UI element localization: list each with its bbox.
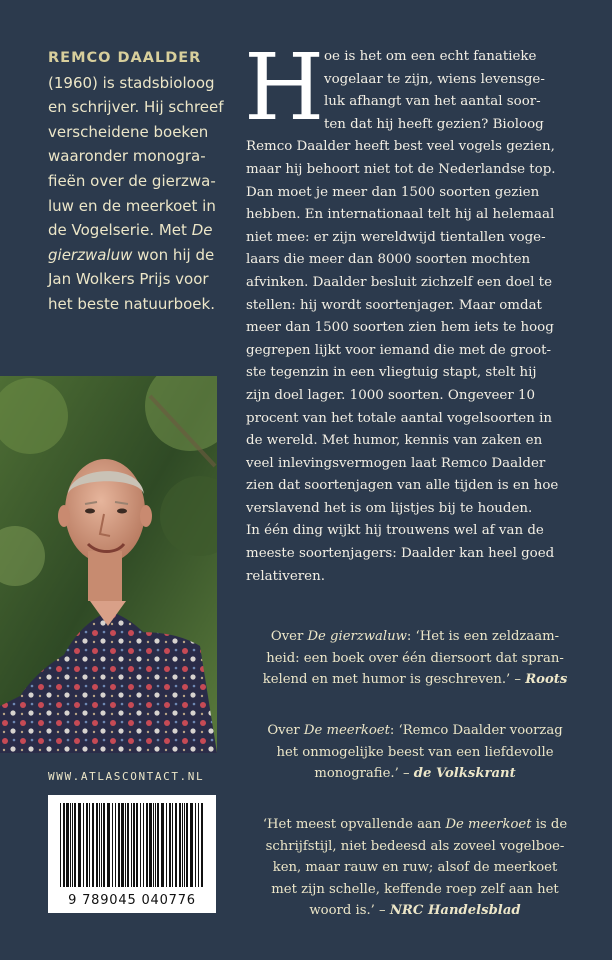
blurb-line: gegrepen lijkt voor iemand die met de groot- (246, 342, 551, 358)
bio-line: (1960) is stadsbioloog (48, 73, 215, 92)
blurb-line: relativeren. (246, 568, 325, 584)
blurb-line: de wereld. Met humor, kennis van zaken en (246, 433, 543, 449)
barcode-icon (48, 795, 216, 895)
blurb-line: laars die meer dan 8000 soorten mochten (246, 252, 531, 268)
blurb-line: veel inlevingsvermogen laat Remco Daalder (246, 455, 546, 471)
quote-line: het onmogelijke beest van een liefdevolle (276, 744, 554, 760)
bio-line: het beste natuurboek. (48, 294, 215, 313)
blurb-line: Remco Daalder heeft best veel vogels gezien, (246, 139, 555, 155)
review-quote-roots (234, 626, 596, 691)
blurb-line: meeste soortenjagers: Daalder kan heel goed (246, 546, 555, 562)
isbn-barcode (48, 795, 216, 913)
quote-line: ken, maar rauw en ruw; alsof de meerkoet (272, 860, 558, 876)
quote-text: : ‘Het is een zeldzaam- (406, 629, 560, 644)
blurb-line: oe is het om een echt fanatieke (324, 49, 537, 64)
author-portrait-icon (0, 376, 217, 753)
isbn-digits: 9 789045 040776 (68, 893, 196, 908)
blurb-line: zien dat soortenjagen van alle tijden is en hoe (246, 478, 559, 494)
blurb-line: luk afhangt van het aantal soor- (324, 94, 541, 110)
author-bio (48, 46, 226, 317)
blurb-line: procent van het totale aantal vogelsoorten in (246, 410, 552, 426)
review-quote-nrc (234, 814, 596, 922)
quote-line: met zijn schelle, keffende roep zelf aan het (271, 881, 559, 897)
book-title-italic: De gierzwaluw (307, 629, 407, 644)
blurb-line: afvinken. Daalder besluit zichzelf een doel te (246, 274, 552, 290)
quote-text: Over (267, 723, 304, 738)
book-title-italic: gierzwaluw (48, 245, 133, 264)
quote-source: de Volkskrant (413, 766, 516, 782)
blurb-line: vogelaar te zijn, wiens levensge- (324, 71, 545, 87)
publisher-website: WWW.ATLASCONTACT.NL (48, 770, 205, 783)
quote-line: schrijfstijl, niet bedeesd als zoveel vogelboe- (265, 838, 565, 854)
quote-line (234, 669, 596, 691)
quote-source: NRC Handelsblad (389, 903, 521, 919)
blurb-line: Dan moet je meer dan 1500 soorten gezien (246, 184, 540, 200)
blurb-line: zijn doel lager. 1000 soorten. Ongeveer 10 (246, 387, 536, 403)
blurb-line: ste tegenzin in een vliegtuig stapt, stelt hij (246, 365, 537, 381)
bio-line: luw en de meerkoet in (48, 196, 216, 215)
drop-cap: H (244, 34, 325, 141)
bio-line: waaronder monogra- (48, 147, 206, 166)
bio-line: verscheidene boeken (48, 122, 209, 141)
blurb-line: hebben. En internationaal telt hij al helemaal (246, 207, 555, 223)
quote-text: is de (531, 817, 568, 832)
blurb-line: niet mee: er zijn wereldwijd tientallen voge- (246, 229, 546, 245)
bio-line (48, 218, 226, 243)
blurb-line: ten dat hij heeft gezien? Bioloog (324, 116, 544, 132)
blurb-line: In één ding wijkt hij trouwens wel af van de (246, 523, 544, 539)
bio-line: Jan Wolkers Prijs voor (48, 270, 209, 289)
bio-line: en schrijver. Hij schreef (48, 98, 224, 117)
bio-line: fieën over de gierzwa- (48, 171, 216, 190)
author-name: REMCO DAALDER (48, 50, 202, 66)
book-title-italic: De (191, 221, 213, 240)
book-title-italic: De meerkoet (303, 723, 390, 738)
quote-text: Over (270, 629, 308, 644)
blurb-line: stellen: hij wordt soortenjager. Maar omdat (246, 297, 542, 313)
blurb (244, 34, 582, 588)
blurb-line: meer dan 1500 soorten zien hem iets te hoog (246, 320, 554, 336)
bio-text: de Vogelserie. Met (48, 221, 187, 240)
quote-line (234, 814, 596, 836)
blurb-line: verslavend het is om lijstjes bij te houden. (246, 500, 533, 516)
quote-line (234, 900, 596, 922)
quote-text: ‘Het meest opvallende aan (262, 817, 446, 832)
quote-line (234, 720, 596, 742)
quote-text: kelend en met humor is geschreven.’ – (262, 672, 526, 688)
quote-text: : ‘Remco Daalder voorzag (389, 723, 563, 738)
review-quote-volkskrant (234, 720, 596, 785)
quote-line: heid: een boek over één diersoort dat spran- (266, 650, 564, 666)
quote-text: monografie.’ – (314, 766, 414, 782)
blurb-line: maar hij behoort niet tot de Nederlandse top. (246, 161, 556, 177)
book-title-italic: De meerkoet (445, 817, 532, 832)
bio-text: won hij de (132, 245, 215, 264)
quote-line (234, 763, 596, 785)
author-photo (0, 376, 217, 753)
bio-line (48, 243, 226, 268)
quote-text: woord is.’ – (309, 903, 390, 919)
quote-source: Roots (525, 672, 568, 688)
quote-line (234, 626, 596, 648)
